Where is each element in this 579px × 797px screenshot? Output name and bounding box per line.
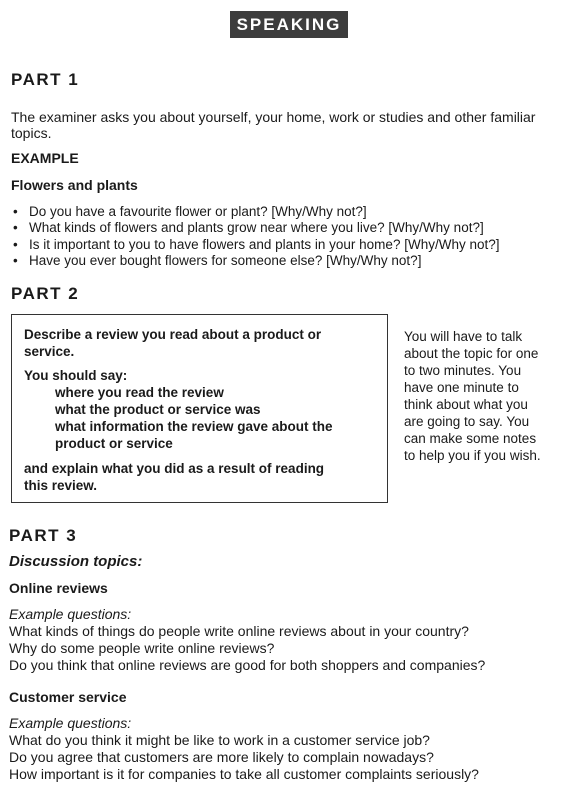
part2-heading: PART 2 xyxy=(11,284,80,303)
explain-line2: this review. xyxy=(24,478,98,493)
discussion-question: Do you think that online reviews are good for both shoppers and companies? xyxy=(9,657,486,673)
note-line: are going to say. You xyxy=(404,414,530,429)
cue-point: what information the review gave about the xyxy=(55,419,333,434)
example-questions-label: Example questions: xyxy=(9,715,132,731)
discussion-question: What do you think it might be like to work in a customer service job? xyxy=(9,732,430,748)
cue-line1: Describe a review you read about a product or xyxy=(24,327,322,342)
topic-title-customer-service: Customer service xyxy=(9,689,127,705)
part2-instructions xyxy=(404,328,572,464)
speaking-banner: SPEAKING xyxy=(230,11,348,38)
list-item: • Have you ever bought flowers for someone else? [Why/Why not?] xyxy=(11,253,571,269)
discussion-question: What kinds of things do people write online reviews about in your country? xyxy=(9,623,469,639)
cue-point: where you read the review xyxy=(55,385,224,400)
part3-heading: PART 3 xyxy=(9,526,78,545)
note-line: to two minutes. You xyxy=(404,363,522,378)
part1-intro-line2: topics. xyxy=(11,125,52,141)
cue-line2: service. xyxy=(24,344,75,359)
part1-topic: Flowers and plants xyxy=(11,177,138,193)
discussion-question: Do you agree that customers are more likely to complain nowadays? xyxy=(9,749,434,765)
list-item: • Is it important to you to have flowers and plants in your home? [Why/Why not?] xyxy=(11,237,571,253)
note-line: You will have to talk xyxy=(404,329,523,344)
topic-title-online-reviews: Online reviews xyxy=(9,580,108,596)
part1-intro-line1: The examiner asks you about yourself, your home, work or studies and other familiar xyxy=(11,109,536,125)
note-line: have one minute to xyxy=(404,380,519,395)
should-say-label: You should say: xyxy=(24,368,128,383)
list-item: • Do you have a favourite flower or plant? [Why/Why not?] xyxy=(11,204,571,220)
note-line: can make some notes xyxy=(404,431,537,446)
part1-heading: PART 1 xyxy=(11,70,80,89)
discussion-question: Why do some people write online reviews? xyxy=(9,640,275,656)
cue-card xyxy=(11,314,388,503)
explain-line1: and explain what you did as a result of reading xyxy=(24,461,325,476)
example-questions-label: Example questions: xyxy=(9,606,132,622)
note-line: about the topic for one xyxy=(404,346,539,361)
note-line: think about what you xyxy=(404,397,528,412)
discussion-question: How important is it for companies to take all customer complaints seriously? xyxy=(9,766,479,782)
cue-point: product or service xyxy=(55,436,173,451)
part1-example-label: EXAMPLE xyxy=(11,150,79,166)
discussion-topics-label: Discussion topics: xyxy=(9,553,143,570)
part1-question-list xyxy=(11,204,571,270)
list-item: • What kinds of flowers and plants grow near where you live? [Why/Why not?] xyxy=(11,220,571,236)
cue-point: what the product or service was xyxy=(55,402,261,417)
note-line: to help you if you wish. xyxy=(404,448,541,463)
